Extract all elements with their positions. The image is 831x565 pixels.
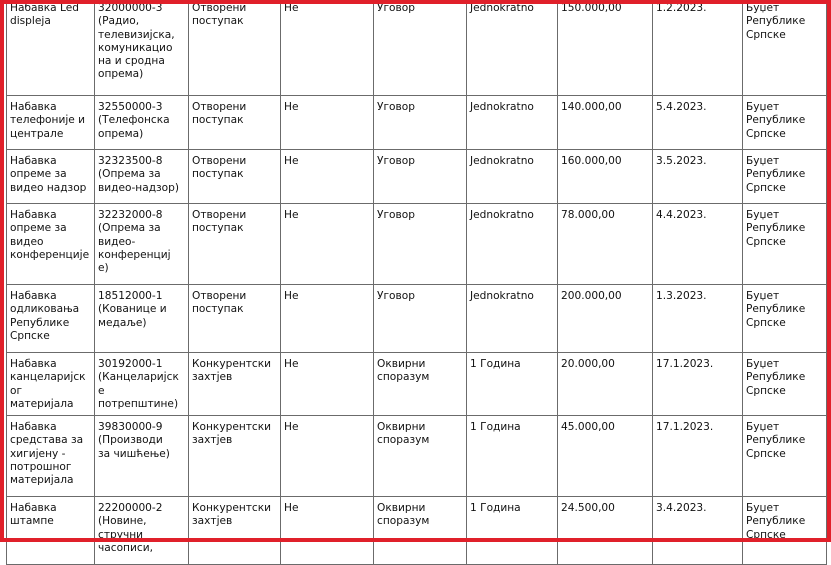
row-code-cell: 22200000-2 (Новине, стручни часописи, [95, 497, 189, 565]
row-date-cell: 3.5.2023. [653, 150, 743, 204]
row-date-cell: 1.3.2023. [653, 285, 743, 353]
row-date-cell: 5.4.2023. [653, 96, 743, 150]
row-source-cell: Буџет Републике Српске [743, 353, 827, 416]
row-frequency-cell: 1 Година [467, 353, 558, 416]
table-row [7, 285, 827, 353]
row-flag-cell: Не [281, 497, 374, 565]
row-contract-cell: Оквирни споразум [374, 416, 467, 497]
row-name-cell: Набавка опреме за видео надзор [7, 150, 95, 204]
row-code-cell: 39830000-9 (Производи за чишћење) [95, 416, 189, 497]
row-contract-cell: Уговор [374, 96, 467, 150]
row-date-cell: 17.1.2023. [653, 416, 743, 497]
row-procedure-cell: Конкурентски захтјев [189, 416, 281, 497]
row-name-cell: Набавка Led displeja [7, 0, 95, 96]
row-date-cell: 17.1.2023. [653, 353, 743, 416]
row-procedure-cell: Отворени поступак [189, 285, 281, 353]
row-code-cell: 32323500-8 (Опрема за видео-надзор) [95, 150, 189, 204]
row-flag-cell: Не [281, 0, 374, 96]
row-value-cell: 45.000,00 [558, 416, 653, 497]
table-row [7, 96, 827, 150]
row-contract-cell: Уговор [374, 0, 467, 96]
row-contract-cell: Оквирни споразум [374, 353, 467, 416]
table-row [7, 497, 827, 565]
row-frequency-cell: 1 Година [467, 416, 558, 497]
row-contract-cell: Уговор [374, 150, 467, 204]
row-frequency-cell: Jednokratno [467, 150, 558, 204]
row-code-cell: 18512000-1 (Кованице и медаље) [95, 285, 189, 353]
row-contract-cell: Оквирни споразум [374, 497, 467, 565]
table-row [7, 150, 827, 204]
row-value-cell: 150.000,00 [558, 0, 653, 96]
row-flag-cell: Не [281, 150, 374, 204]
row-source-cell: Буџет Републике Српске [743, 96, 827, 150]
row-procedure-cell: Отворени поступак [189, 96, 281, 150]
row-source-cell: Буџет Републике Српске [743, 204, 827, 285]
row-frequency-cell: Jednokratno [467, 0, 558, 96]
table-row [7, 0, 827, 96]
row-procedure-cell: Отворени поступак [189, 0, 281, 96]
row-value-cell: 160.000,00 [558, 150, 653, 204]
row-code-cell: 32232000-8 (Опрема за видео- конференциј е) [95, 204, 189, 285]
row-value-cell: 140.000,00 [558, 96, 653, 150]
row-frequency-cell: Jednokratno [467, 285, 558, 353]
row-frequency-cell: Jednokratno [467, 204, 558, 285]
row-code-cell: 30192000-1 (Канцеларијске потрепштине) [95, 353, 189, 416]
row-flag-cell: Не [281, 353, 374, 416]
row-value-cell: 20.000,00 [558, 353, 653, 416]
row-flag-cell: Не [281, 204, 374, 285]
row-value-cell: 24.500,00 [558, 497, 653, 565]
row-flag-cell: Не [281, 416, 374, 497]
row-date-cell: 1.2.2023. [653, 0, 743, 96]
row-source-cell: Буџет Републике Српске [743, 0, 827, 96]
row-code-cell: 32550000-3 (Телефонска опрема) [95, 96, 189, 150]
row-flag-cell: Не [281, 285, 374, 353]
row-frequency-cell: 1 Година [467, 497, 558, 565]
row-procedure-cell: Отворени поступак [189, 150, 281, 204]
row-source-cell: Буџет Републике Српске [743, 285, 827, 353]
row-name-cell: Набавка канцеларијског материјала [7, 353, 95, 416]
row-date-cell: 3.4.2023. [653, 497, 743, 565]
row-name-cell: Набавка штампе [7, 497, 95, 565]
row-contract-cell: Уговор [374, 204, 467, 285]
row-source-cell: Буџет Републике Српске [743, 497, 827, 565]
table-row [7, 353, 827, 416]
row-name-cell: Набавка одликовања Републике Српске [7, 285, 95, 353]
table-body [7, 0, 827, 565]
row-frequency-cell: Jednokratno [467, 96, 558, 150]
row-value-cell: 78.000,00 [558, 204, 653, 285]
row-name-cell: Набавка опреме за видео конференције [7, 204, 95, 285]
row-procedure-cell: Отворени поступак [189, 204, 281, 285]
row-procedure-cell: Конкурентски захтјев [189, 353, 281, 416]
row-name-cell: Набавка средстава за хигијену - потрошног материјала [7, 416, 95, 497]
row-code-cell: 32000000-3 (Радио, телевизијска, комуникацио на и сродна опрема) [95, 0, 189, 96]
procurement-table [6, 0, 827, 565]
row-value-cell: 200.000,00 [558, 285, 653, 353]
row-name-cell: Набавка телефоније и централе [7, 96, 95, 150]
row-procedure-cell: Конкурентски захтјев [189, 497, 281, 565]
row-contract-cell: Уговор [374, 285, 467, 353]
table-row [7, 204, 827, 285]
row-source-cell: Буџет Републике Српске [743, 150, 827, 204]
table-row [7, 416, 827, 497]
row-source-cell: Буџет Републике Српске [743, 416, 827, 497]
row-date-cell: 4.4.2023. [653, 204, 743, 285]
row-flag-cell: Не [281, 96, 374, 150]
